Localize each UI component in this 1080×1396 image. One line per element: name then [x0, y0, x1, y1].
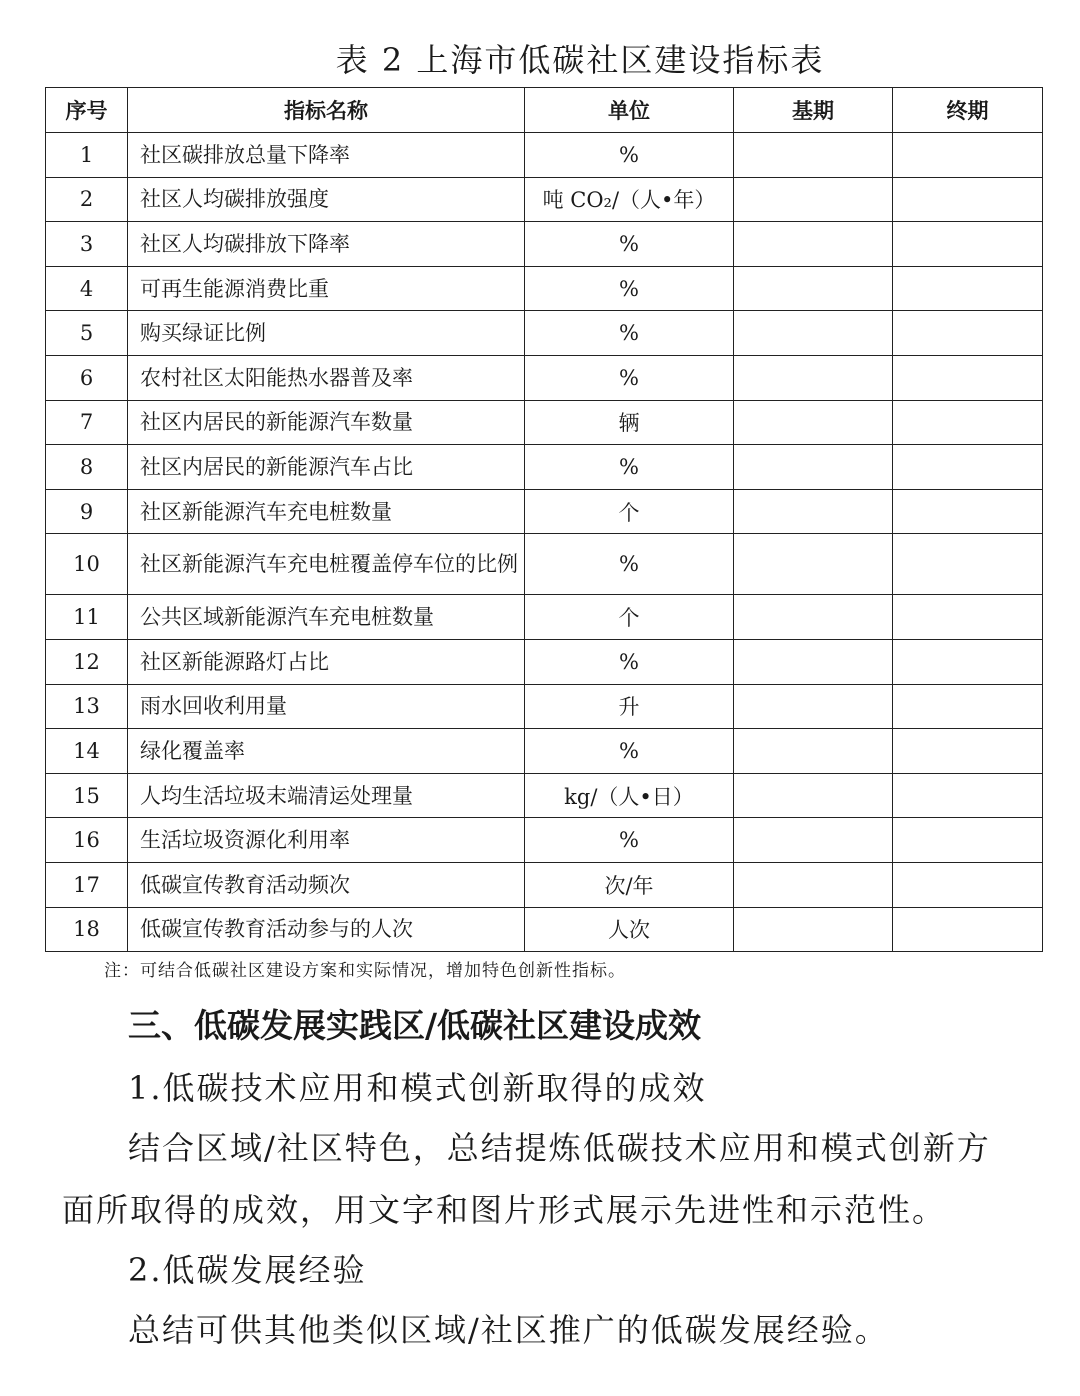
- row-number: 11: [46, 595, 128, 640]
- base-period-value: [734, 222, 893, 267]
- item1-paragraph-line1: 结合区域/社区特色，总结提炼低碳技术应用和模式创新方: [128, 1129, 991, 1167]
- final-period-value: [893, 489, 1043, 534]
- indicator-unit: kg/（人•日）: [525, 773, 734, 818]
- final-period-value: [893, 133, 1043, 178]
- base-period-value: [734, 400, 893, 445]
- table-row: [46, 534, 1043, 595]
- final-period-value: [893, 729, 1043, 774]
- indicator-name: 社区新能源路灯占比: [128, 639, 525, 684]
- item1-paragraph-line2: 面所取得的成效，用文字和图片形式展示先进性和示范性。: [62, 1191, 947, 1229]
- row-number: 15: [46, 773, 128, 818]
- final-period-value: [893, 177, 1043, 222]
- final-period-value: [893, 266, 1043, 311]
- row-number: 12: [46, 639, 128, 684]
- row-number: 4: [46, 266, 128, 311]
- row-number: 2: [46, 177, 128, 222]
- base-period-value: [734, 266, 893, 311]
- row-number: 16: [46, 818, 128, 863]
- indicator-unit: 吨 CO₂/（人•年）: [525, 177, 734, 222]
- indicator-unit: 次/年: [525, 862, 734, 907]
- indicator-name: 雨水回收利用量: [128, 684, 525, 729]
- indicator-name: 低碳宣传教育活动参与的人次: [128, 907, 525, 952]
- table-row: [46, 818, 1043, 863]
- final-period-value: [893, 534, 1043, 595]
- base-period-value: [734, 355, 893, 400]
- row-number: 10: [46, 534, 128, 595]
- header-base-period: 基期: [734, 88, 893, 133]
- indicator-name: 绿化覆盖率: [128, 729, 525, 774]
- indicator-unit: 个: [525, 489, 734, 534]
- indicator-name: 公共区域新能源汽车充电桩数量: [128, 595, 525, 640]
- row-number: 9: [46, 489, 128, 534]
- row-number: 14: [46, 729, 128, 774]
- table-title: 表 2 上海市低碳社区建设指标表: [335, 41, 825, 79]
- header-unit: 单位: [525, 88, 734, 133]
- base-period-value: [734, 818, 893, 863]
- indicator-unit: %: [525, 222, 734, 267]
- final-period-value: [893, 445, 1043, 490]
- row-number: 18: [46, 907, 128, 952]
- row-number: 3: [46, 222, 128, 267]
- item1-title: 1.低碳技术应用和模式创新取得的成效: [128, 1069, 707, 1107]
- final-period-value: [893, 862, 1043, 907]
- indicator-name: 社区碳排放总量下降率: [128, 133, 525, 178]
- final-period-value: [893, 400, 1043, 445]
- table-row: [46, 445, 1043, 490]
- base-period-value: [734, 862, 893, 907]
- base-period-value: [734, 773, 893, 818]
- final-period-value: [893, 639, 1043, 684]
- indicator-name: 社区人均碳排放强度: [128, 177, 525, 222]
- table-header-row: [46, 88, 1043, 133]
- base-period-value: [734, 445, 893, 490]
- table-row: [46, 311, 1043, 356]
- indicator-unit: %: [525, 729, 734, 774]
- header-no: 序号: [46, 88, 128, 133]
- indicator-unit: %: [525, 534, 734, 595]
- table-row: [46, 773, 1043, 818]
- table-note: 注：可结合低碳社区建设方案和实际情况，增加特色创新性指标。: [104, 961, 626, 981]
- table-row: [46, 400, 1043, 445]
- final-period-value: [893, 818, 1043, 863]
- base-period-value: [734, 729, 893, 774]
- indicator-unit: 升: [525, 684, 734, 729]
- row-number: 8: [46, 445, 128, 490]
- indicator-unit: %: [525, 133, 734, 178]
- table-row: [46, 222, 1043, 267]
- indicator-name: 社区新能源汽车充电桩覆盖停车位的比例: [128, 534, 525, 595]
- indicator-name: 社区内居民的新能源汽车占比: [128, 445, 525, 490]
- indicator-name: 低碳宣传教育活动频次: [128, 862, 525, 907]
- row-number: 13: [46, 684, 128, 729]
- base-period-value: [734, 907, 893, 952]
- base-period-value: [734, 133, 893, 178]
- table-row: [46, 862, 1043, 907]
- base-period-value: [734, 534, 893, 595]
- indicator-name: 社区新能源汽车充电桩数量: [128, 489, 525, 534]
- row-number: 17: [46, 862, 128, 907]
- indicator-unit: %: [525, 818, 734, 863]
- base-period-value: [734, 177, 893, 222]
- base-period-value: [734, 489, 893, 534]
- indicator-unit: %: [525, 445, 734, 490]
- indicator-unit: %: [525, 355, 734, 400]
- indicator-unit: 个: [525, 595, 734, 640]
- table-row: [46, 266, 1043, 311]
- table-row: [46, 489, 1043, 534]
- item2-title: 2.低碳发展经验: [128, 1251, 367, 1289]
- indicator-unit: %: [525, 311, 734, 356]
- final-period-value: [893, 773, 1043, 818]
- final-period-value: [893, 684, 1043, 729]
- indicator-name: 生活垃圾资源化利用率: [128, 818, 525, 863]
- indicator-name: 人均生活垃圾末端清运处理量: [128, 773, 525, 818]
- base-period-value: [734, 311, 893, 356]
- row-number: 5: [46, 311, 128, 356]
- table-row: [46, 729, 1043, 774]
- item2-paragraph: 总结可供其他类似区域/社区推广的低碳发展经验。: [128, 1311, 889, 1349]
- table-row: [46, 595, 1043, 640]
- indicator-name: 社区内居民的新能源汽车数量: [128, 400, 525, 445]
- final-period-value: [893, 311, 1043, 356]
- table-row: [46, 177, 1043, 222]
- indicator-name: 农村社区太阳能热水器普及率: [128, 355, 525, 400]
- final-period-value: [893, 222, 1043, 267]
- base-period-value: [734, 684, 893, 729]
- section-heading: 三、低碳发展实践区/低碳社区建设成效: [128, 1006, 702, 1045]
- row-number: 7: [46, 400, 128, 445]
- table-row: [46, 355, 1043, 400]
- indicator-name: 购买绿证比例: [128, 311, 525, 356]
- table-row: [46, 639, 1043, 684]
- indicator-unit: 辆: [525, 400, 734, 445]
- table-row: [46, 684, 1043, 729]
- header-final-period: 终期: [893, 88, 1043, 133]
- row-number: 1: [46, 133, 128, 178]
- table-row: [46, 133, 1043, 178]
- base-period-value: [734, 595, 893, 640]
- row-number: 6: [46, 355, 128, 400]
- table-row: [46, 907, 1043, 952]
- indicator-unit: %: [525, 266, 734, 311]
- final-period-value: [893, 355, 1043, 400]
- indicator-table: [45, 87, 1043, 952]
- indicator-unit: 人次: [525, 907, 734, 952]
- indicator-name: 可再生能源消费比重: [128, 266, 525, 311]
- indicator-name: 社区人均碳排放下降率: [128, 222, 525, 267]
- header-name: 指标名称: [128, 88, 525, 133]
- final-period-value: [893, 595, 1043, 640]
- final-period-value: [893, 907, 1043, 952]
- base-period-value: [734, 639, 893, 684]
- indicator-unit: %: [525, 639, 734, 684]
